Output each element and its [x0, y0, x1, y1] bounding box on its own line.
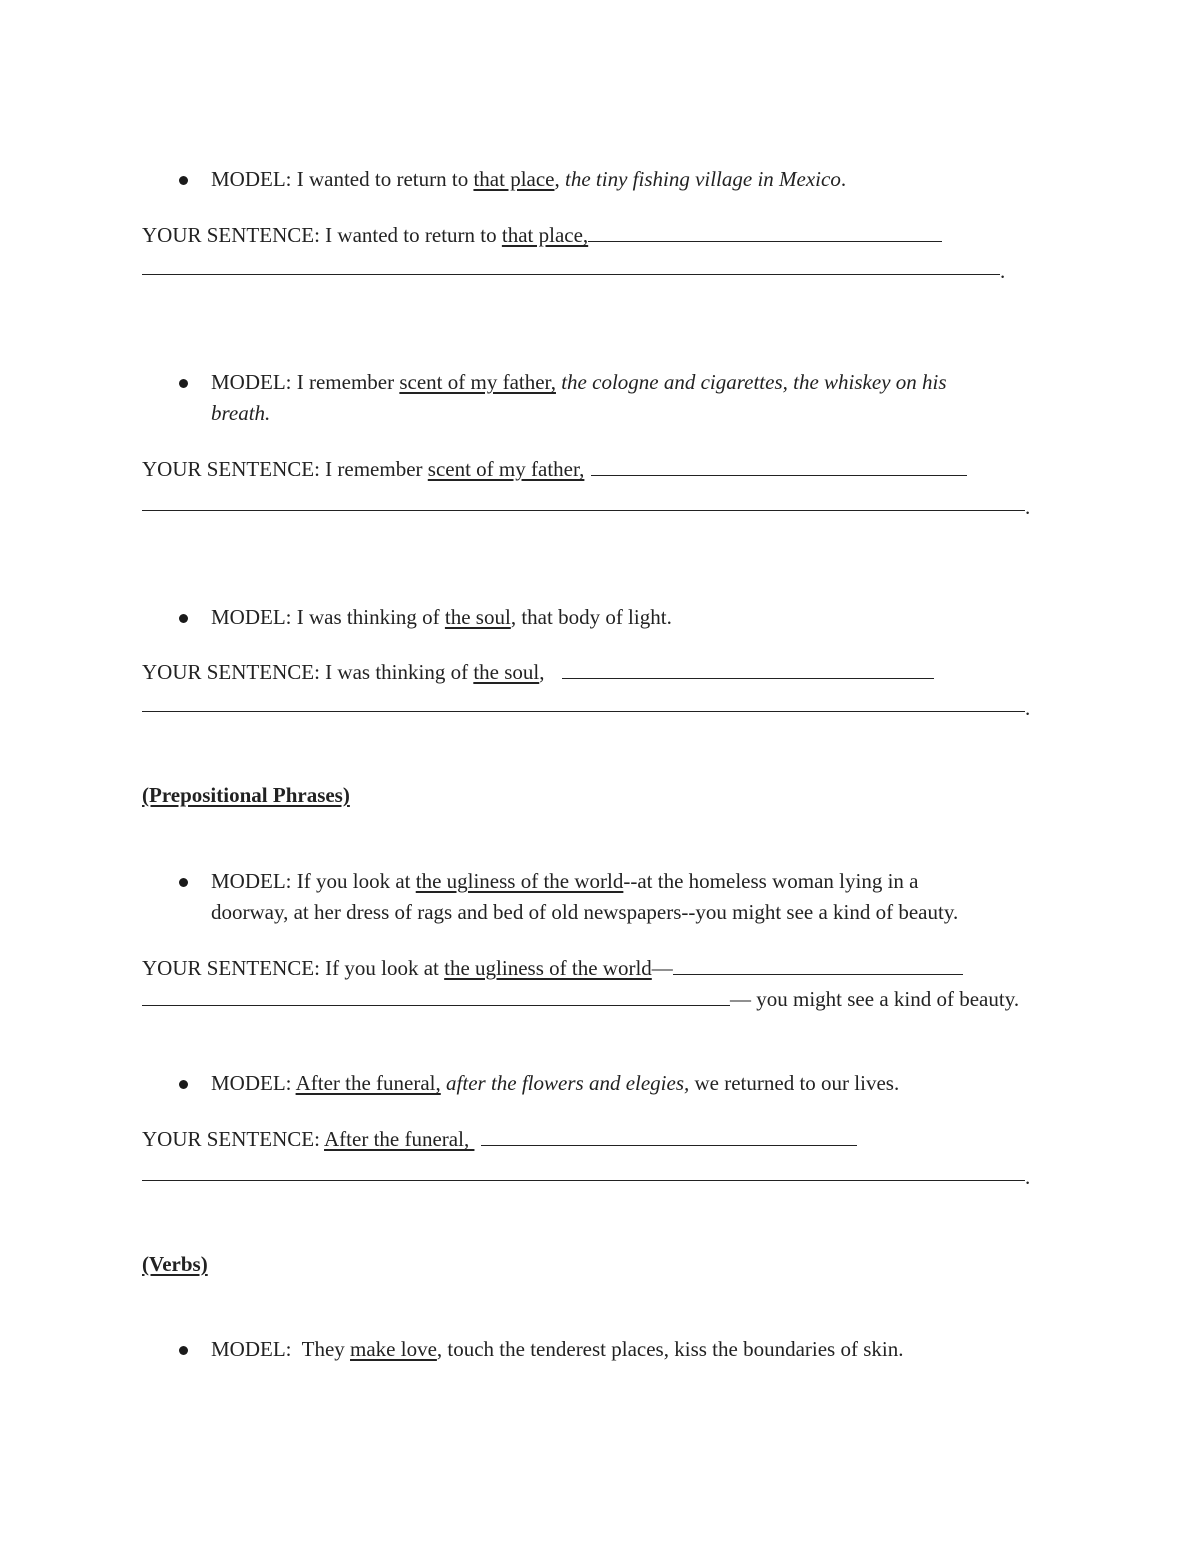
model-text: --at the homeless woman lying in a [623, 869, 919, 893]
model-sentence-1 [211, 166, 846, 192]
answer-blank[interactable] [481, 1125, 857, 1146]
model-text: MODEL: I was thinking of [211, 605, 445, 629]
your-sentence-4-line2 [142, 985, 1019, 1012]
model-sentence-5 [211, 1070, 899, 1096]
your-sentence-1 [142, 221, 942, 248]
model-text: MODEL: They [211, 1337, 351, 1361]
model-text: MODEL: I remember [211, 370, 400, 394]
model-underlined: scent of my father, [399, 370, 556, 394]
answer-blank-line[interactable] [142, 510, 1025, 511]
your-prefix: YOUR SENTENCE: I remember [142, 457, 428, 481]
model-text: MODEL: I wanted to return to [211, 167, 474, 191]
model-underlined: After the funeral, [295, 1071, 441, 1095]
your-sentence-2 [142, 455, 967, 482]
model-italic: after the flowers and elegies, [446, 1071, 690, 1095]
your-sentence-4 [142, 954, 963, 981]
model-text: , [554, 167, 565, 191]
your-prefix: YOUR SENTENCE: I was thinking of [142, 660, 474, 684]
model-sentence-2-line2 [211, 400, 270, 426]
your-sentence-3 [142, 658, 934, 685]
model-italic: the tiny fishing village in Mexico [565, 167, 841, 191]
model-sentence-4 [211, 868, 918, 894]
answer-blank[interactable] [591, 455, 967, 476]
model-sentence-6 [211, 1336, 903, 1362]
your-sentence-5 [142, 1125, 857, 1152]
bullet-icon [179, 379, 188, 388]
model-text: . [840, 167, 847, 191]
your-underlined: the soul [473, 660, 540, 684]
end-punctuation: . [1025, 495, 1031, 519]
model-text: we returned to our lives. [689, 1071, 900, 1095]
section-heading-verbs: (Verbs) [142, 1252, 208, 1276]
bullet-icon [179, 878, 188, 887]
model-sentence-3 [211, 604, 672, 630]
model-text: , touch the tenderest places, kiss the boundaries of skin. [436, 1337, 904, 1361]
end-punctuation: . [1000, 259, 1006, 283]
your-suffix: , [539, 660, 545, 684]
answer-blank[interactable] [562, 658, 934, 679]
end-punctuation: . [1025, 696, 1031, 720]
dash: — [651, 956, 673, 980]
answer-blank-line[interactable] [142, 1180, 1025, 1181]
bullet-icon [179, 1080, 188, 1089]
your-prefix: YOUR SENTENCE: I wanted to return to [142, 223, 502, 247]
answer-blank-line[interactable] [142, 711, 1025, 712]
model-underlined: the ugliness of the world [415, 869, 624, 893]
model-underlined: make love [350, 1337, 437, 1361]
model-text: MODEL: [211, 1071, 296, 1095]
model-text: doorway, at her dress of rags and bed of old newspapers--you might see a kind of beauty. [211, 900, 959, 924]
model-underlined: the soul [444, 605, 511, 629]
answer-blank[interactable] [673, 954, 963, 975]
answer-blank[interactable] [588, 221, 942, 242]
answer-blank-line[interactable] [142, 274, 1000, 275]
bullet-icon [179, 176, 188, 185]
your-suffix: — you might see a kind of beauty. [730, 987, 1020, 1011]
your-prefix: YOUR SENTENCE: [142, 1127, 325, 1151]
bullet-icon [179, 614, 188, 623]
model-sentence-2 [211, 369, 947, 395]
model-italic: breath. [211, 401, 271, 425]
model-text: MODEL: If you look at [211, 869, 416, 893]
your-underlined: scent of my father, [427, 457, 585, 481]
model-sentence-4-line2 [211, 899, 958, 925]
answer-blank[interactable] [142, 985, 730, 1006]
bullet-icon [179, 1346, 188, 1355]
your-underlined: that place, [501, 223, 589, 247]
model-italic: the cologne and cigarettes, the whiskey on his [561, 370, 947, 394]
section-heading-prepositional: (Prepositional Phrases) [142, 783, 350, 807]
your-underlined: After the funeral, [324, 1127, 475, 1151]
model-underlined: that place [473, 167, 555, 191]
model-text: , that body of light. [510, 605, 672, 629]
your-underlined: the ugliness of the world [444, 956, 652, 980]
your-prefix: YOUR SENTENCE: If you look at [142, 956, 445, 980]
end-punctuation: . [1025, 1165, 1031, 1189]
